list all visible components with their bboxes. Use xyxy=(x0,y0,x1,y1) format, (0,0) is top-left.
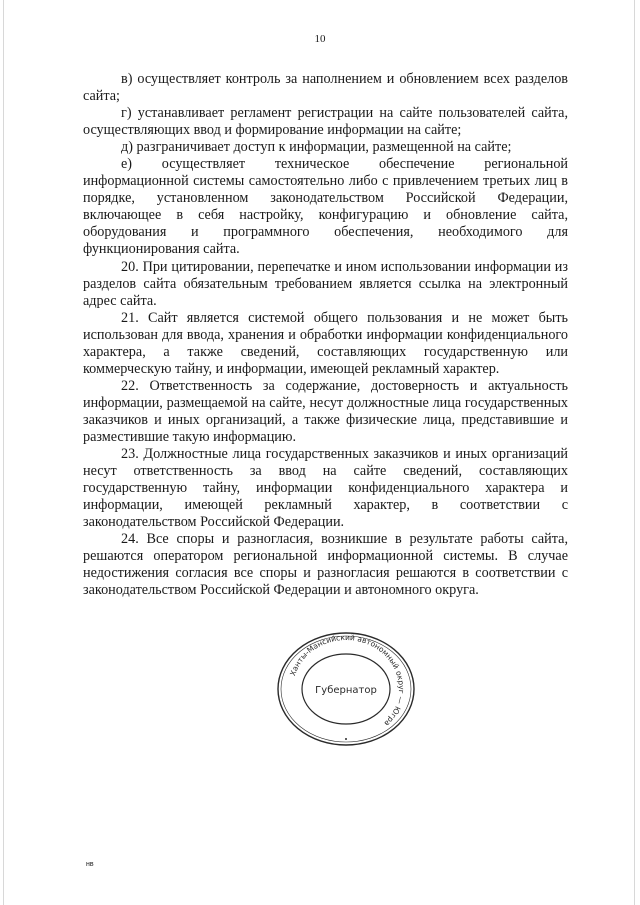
governor-seal xyxy=(275,630,417,748)
page-number: 10 xyxy=(314,33,326,45)
paragraph-21: 21. Сайт является системой общего пользования и не может быть использован для ввода, хранения и обработки информации конфиденциального характера, а также сведений, составляющих государственную или коммерческую тайну, и информации, имеющей рекламный характер. xyxy=(83,309,568,377)
seal-ring-text: Ханты-Мансийский автономный округ — Югра xyxy=(288,632,407,729)
scan-edge-right xyxy=(634,0,635,905)
footer-code: нв xyxy=(86,861,94,868)
seal-dot-mark xyxy=(345,738,347,740)
paragraph-20: 20. При цитировании, перепечатке и ином использовании информации из разделов сайта обязательным требованием является ссылка на электронный адрес сайта. xyxy=(83,258,568,309)
document-body xyxy=(83,71,568,599)
paragraph-g: г) устанавливает регламент регистрации на сайте пользователей сайта, осуществляющих ввод и формирование информации на сайте; xyxy=(83,105,568,139)
paragraph-23: 23. Должностные лица государственных заказчиков и иных организаций несут ответственность за ввод на сайте сведений, составляющих государственную тайну, информации конфиденциального характера и информации, имеющей рекламный характер, в соответствии с законодательством Российской Федерации. xyxy=(83,446,568,531)
paragraph-24: 24. Все споры и разногласия, возникшие в результате работы сайта, решаются оператором региональной информационной системы. В случае недостижения согласия все споры и разногласия решаются в соответствии с законодательством Российской Федерации и автономного округа. xyxy=(83,531,568,599)
seal-center-text: Губернатор xyxy=(315,685,377,696)
seal-graphic xyxy=(275,630,417,748)
paragraph-22: 22. Ответственность за содержание, достоверность и актуальность информации, размещаемой на сайте, несут должностные лица государственных заказчиков и иных организаций, а также физические лица, представившие и разместившие такую информацию. xyxy=(83,377,568,445)
paragraph-e: е) осуществляет техническое обеспечение региональной информационной системы самостоятельно либо с привлечением третьих лиц в порядке, установленном законодательством Российской Федерации, включающее в себя настройку, конфигурацию и обновление сайта, оборудования и программного обеспечения, необходимого для функционирования сайта. xyxy=(83,156,568,258)
paragraph-v: в) осуществляет контроль за наполнением и обновлением всех разделов сайта; xyxy=(83,71,568,105)
scan-edge-left xyxy=(3,0,4,905)
paragraph-d: д) разграничивает доступ к информации, размещенной на сайте; xyxy=(121,139,512,156)
